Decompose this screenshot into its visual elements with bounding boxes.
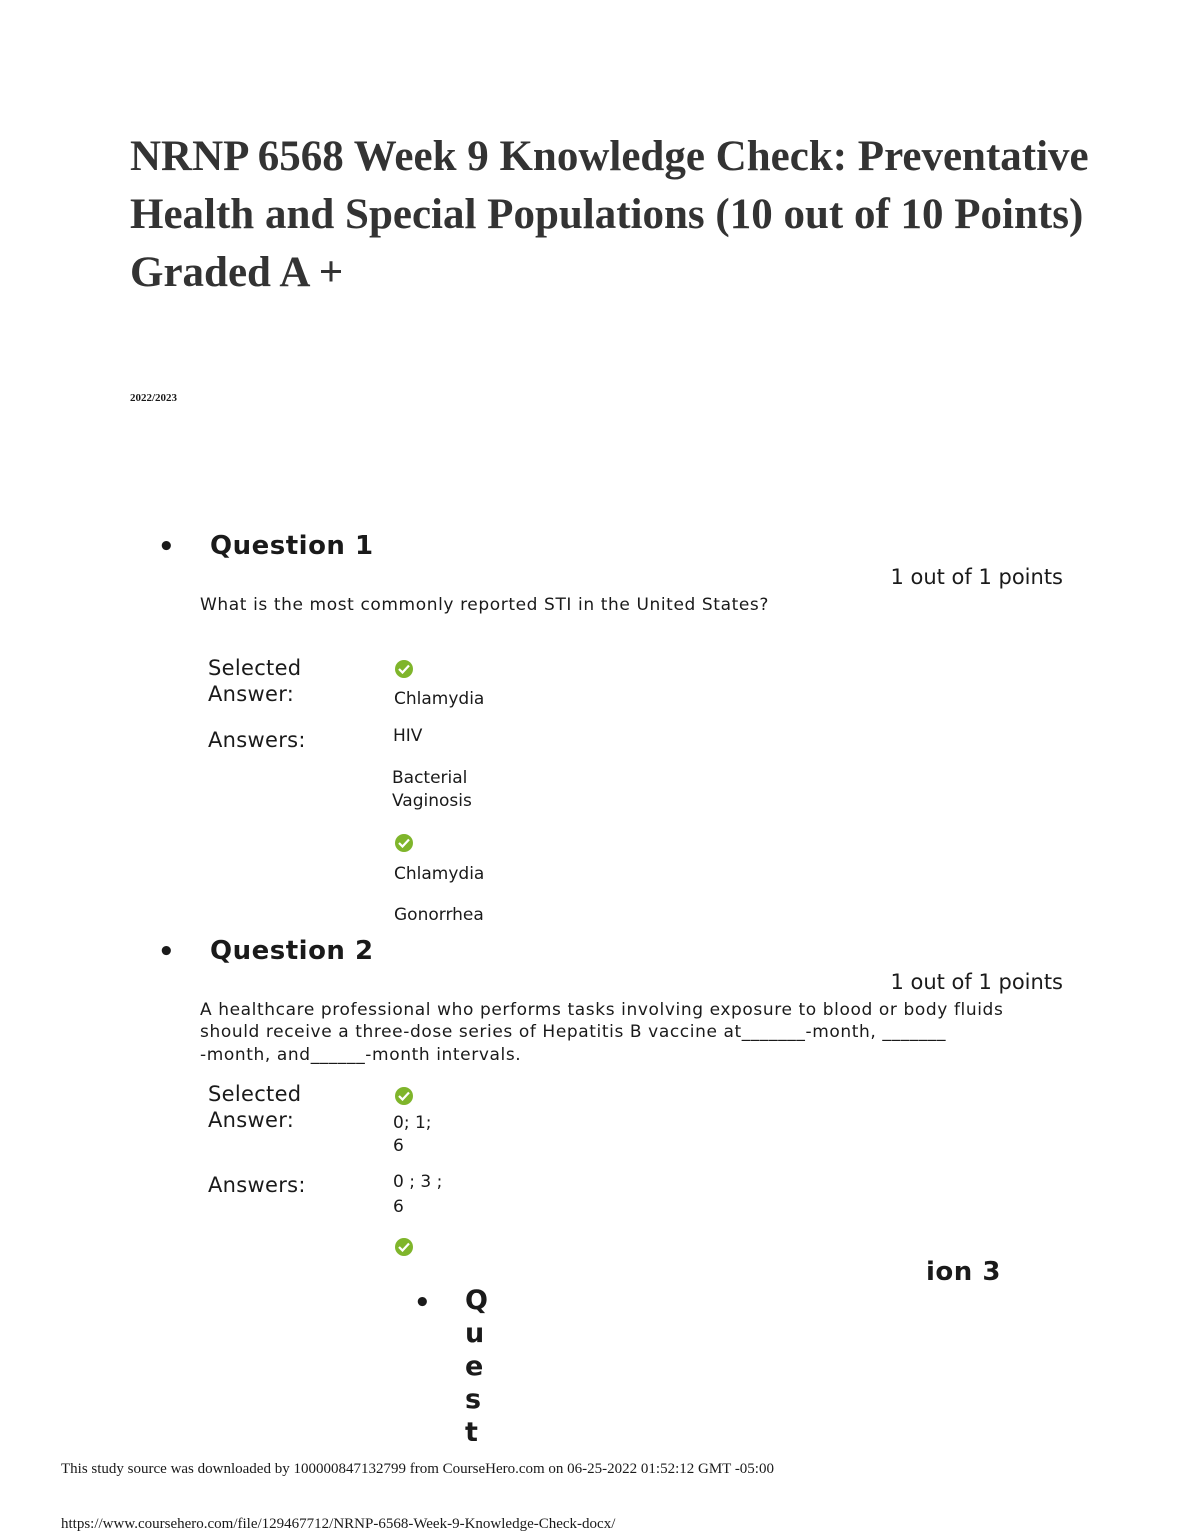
question-1-text: What is the most commonly reported STI in the United States? [200, 595, 769, 615]
selected-answer-line: 0; 1; [393, 1113, 432, 1133]
answer-option-line: 0 ; 3 ; [393, 1172, 443, 1192]
vertical-letter: e [465, 1351, 484, 1382]
vertical-letter: t [465, 1417, 478, 1448]
question-2-text-line: -month, and______-month intervals. [200, 1045, 522, 1065]
vertical-letter: u [465, 1318, 485, 1349]
source-url[interactable]: https://www.coursehero.com/file/129467712/NRNP-6568-Week-9-Knowledge-Check-docx/ [61, 1516, 616, 1532]
document-year: 2022/2023 [130, 392, 178, 404]
correct-check-icon [395, 1087, 413, 1105]
vertical-letter: s [465, 1384, 482, 1415]
question-2-heading: Question 2 [210, 936, 374, 966]
bullet: • [414, 1288, 431, 1318]
question-1-points: 1 out of 1 points [890, 565, 1063, 589]
answers-label: Answers: [208, 1173, 306, 1197]
answer-option: Gonorrhea [394, 905, 484, 925]
selected-answer-line: 6 [393, 1136, 404, 1156]
answer-label: Answer: [208, 1108, 295, 1132]
bullet: • [158, 937, 175, 967]
selected-label: Selected [208, 656, 302, 680]
correct-check-icon [395, 834, 413, 852]
question-3-vertical-heading [465, 1284, 505, 1449]
correct-check-icon [395, 660, 413, 678]
question-2-text-line: should receive a three-dose series of Hepatitis B vaccine at_______-month, _______ [200, 1022, 947, 1042]
answer-label: Answer: [208, 682, 295, 706]
answer-option: Vaginosis [392, 791, 472, 811]
question-1-heading: Question 1 [210, 531, 374, 561]
document-title: NRNP 6568 Week 9 Knowledge Check: Preventative Health and Special Populations (10 out of 10 Points) Graded A + [130, 133, 1089, 296]
selected-answer: Chlamydia [394, 689, 485, 709]
bullet: • [158, 532, 175, 562]
question-2-text-line: A healthcare professional who performs tasks involving exposure to blood or body fluids [200, 1000, 1004, 1020]
download-notice: This study source was downloaded by 100000847132799 from CourseHero.com on 06-25-2022 01:52:12 GMT -05:00 [61, 1461, 774, 1477]
correct-check-icon [395, 1238, 413, 1256]
answer-option: HIV [393, 726, 423, 746]
answer-option: Chlamydia [394, 864, 485, 884]
answer-option-line: 6 [393, 1197, 404, 1217]
answer-option: Bacterial [392, 768, 468, 788]
question-3-heading-fragment: ion 3 [926, 1257, 1001, 1287]
question-2-points: 1 out of 1 points [890, 970, 1063, 994]
answers-label: Answers: [208, 728, 306, 752]
selected-label: Selected [208, 1082, 302, 1106]
vertical-letter: Q [465, 1285, 488, 1316]
